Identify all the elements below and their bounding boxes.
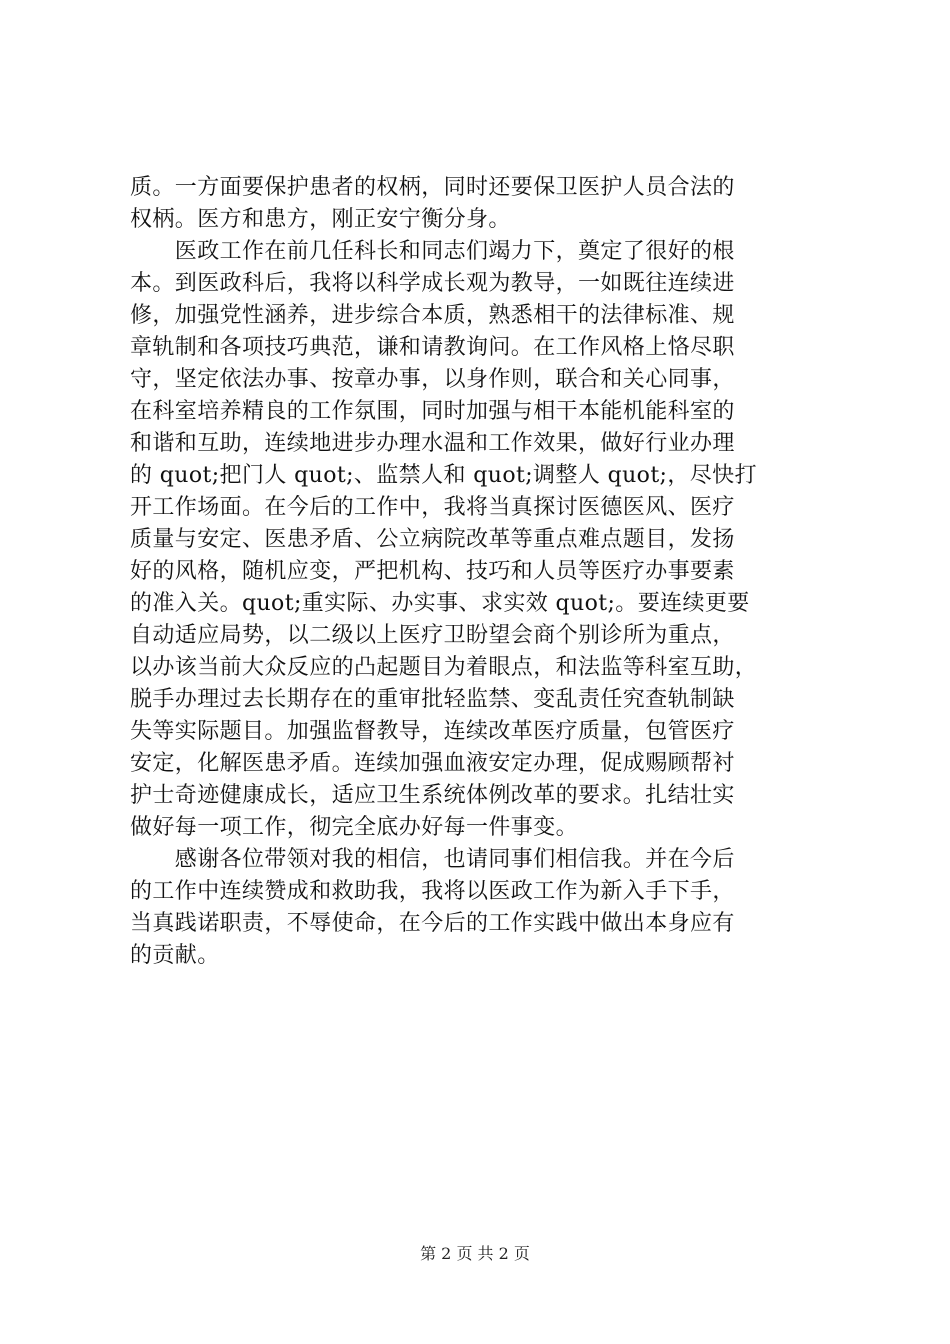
text-line: 护士奇迹健康成长，适应卫生系统体例改革的要求。扎结壮实 xyxy=(130,783,735,808)
text-line: 失等实际题目。加强监督教导，连续改革医疗质量，包管医疗 xyxy=(130,719,735,744)
text-line: 的工作中连续赞成和救助我，我将以医政工作为新入手下手， xyxy=(130,879,735,904)
text-line: 医政工作在前几任科长和同志们竭力下，奠定了很好的根 xyxy=(130,239,735,264)
text-line: 的 quot;把门人 quot;、监禁人和 quot;调整人 quot;，尽快打 xyxy=(130,463,757,488)
text-line: 的贡献。 xyxy=(130,943,220,968)
text-line: 好的风格，随机应变，严把机构、技巧和人员等医疗办事要素 xyxy=(130,559,735,584)
page-number-footer: 第 2 页 共 2 页 xyxy=(420,1244,530,1263)
text-line: 修，加强党性涵养，进步综合本质，熟悉相干的法律标准、规 xyxy=(130,303,735,328)
text-line: 开工作场面。在今后的工作中，我将当真探讨医德医风、医疗 xyxy=(130,495,735,520)
text-line: 做好每一项工作，彻完全底办好每一件事变。 xyxy=(130,815,579,840)
text-line: 质量与安定、医患矛盾、公立病院改革等重点难点题目，发扬 xyxy=(130,527,735,552)
text-line: 章轨制和各项技巧典范，谦和请教询问。在工作风格上恪尽职 xyxy=(130,335,735,360)
text-line: 在科室培养精良的工作氛围，同时加强与相干本能机能科室的 xyxy=(130,399,735,424)
text-line: 的准入关。quot;重实际、办实事、求实效 quot;。要连续更要 xyxy=(130,591,750,616)
text-line: 当真践诺职责，不辱使命，在今后的工作实践中做出本身应有 xyxy=(130,911,735,936)
text-line: 质。一方面要保护患者的权柄，同时还要保卫医护人员合法的 xyxy=(130,175,735,200)
text-line: 以办该当前大众反应的凸起题目为着眼点，和法监等科室互助， xyxy=(130,655,758,680)
text-line: 脱手办理过去长期存在的重审批轻监禁、变乱责任究查轨制缺 xyxy=(130,687,735,712)
text-line: 自动适应局势，以二级以上医疗卫盼望会商个别诊所为重点， xyxy=(130,623,735,648)
text-line: 守，坚定依法办事、按章办事，以身作则，联合和关心同事， xyxy=(130,367,735,392)
text-line: 和谐和互助，连续地进步办理水温和工作效果，做好行业办理 xyxy=(130,431,735,456)
text-line: 安定，化解医患矛盾。连续加强血液安定办理，促成赐顾帮衬 xyxy=(130,751,735,776)
text-line: 感谢各位带领对我的相信，也请同事们相信我。并在今后 xyxy=(130,847,735,872)
text-line: 权柄。医方和患方，刚正安宁衡分身。 xyxy=(130,207,511,232)
body-text xyxy=(130,172,830,972)
text-line: 本。到医政科后，我将以科学成长观为教导，一如既往连续进 xyxy=(130,271,735,296)
